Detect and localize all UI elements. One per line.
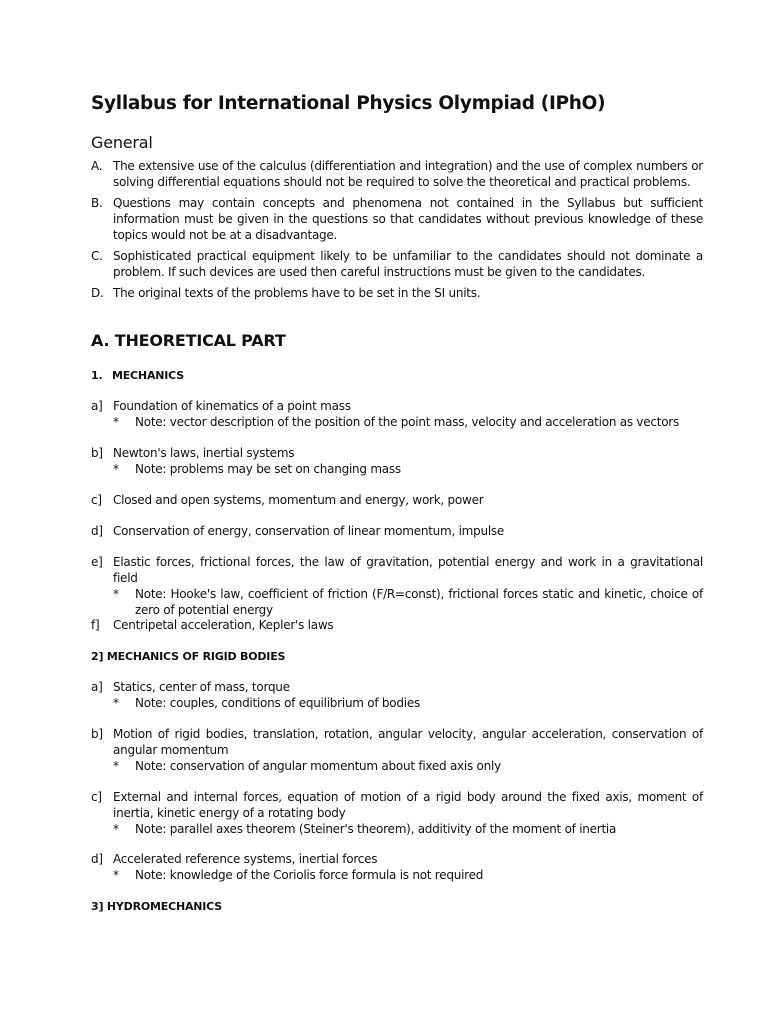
note-bullet: * <box>113 822 119 836</box>
item-text: External and internal forces, equation of motion of a rigid body around the fixed axis, moment of inertia, kinetic energy of a rotating body <box>113 790 703 820</box>
item-note <box>113 695 703 711</box>
item-marker: f] <box>91 618 100 632</box>
item-text: Closed and open systems, momentum and energy, work, power <box>113 493 484 507</box>
item-marker: e] <box>91 555 103 569</box>
item-text: Newton's laws, inertial systems <box>113 446 295 460</box>
item-marker: c] <box>91 493 102 507</box>
item-marker: a] <box>91 680 103 694</box>
item-note <box>113 586 703 618</box>
mechanics-item-e <box>91 554 703 618</box>
item-text: Accelerated reference systems, inertial forces <box>113 852 378 866</box>
rigid-item-a <box>91 679 703 711</box>
note-bullet: * <box>113 759 119 773</box>
item-marker: C. <box>91 249 103 263</box>
item-note <box>113 414 703 430</box>
rigid-item-c <box>91 789 703 837</box>
item-marker: D. <box>91 286 104 300</box>
mechanics-item-b <box>91 445 703 477</box>
note-bullet: * <box>113 868 119 882</box>
item-marker: b] <box>91 727 103 741</box>
mechanics-item-f <box>91 617 703 633</box>
mechanics-heading <box>91 369 184 382</box>
section-number: 1. <box>91 369 103 382</box>
item-note <box>113 758 703 774</box>
mechanics-item-d <box>91 523 703 539</box>
item-text: The original texts of the problems have to be set in the SI units. <box>113 286 481 300</box>
item-text: Elastic forces, frictional forces, the law of gravitation, potential energy and work in a gravitational field <box>113 555 703 585</box>
item-marker: c] <box>91 790 102 804</box>
item-marker: a] <box>91 399 103 413</box>
rigid-bodies-heading: 2] MECHANICS OF RIGID BODIES <box>91 650 286 663</box>
document-title: Syllabus for International Physics Olympiad (IPhO) <box>91 93 606 114</box>
general-item-d <box>91 285 703 301</box>
note-text: Note: knowledge of the Coriolis force formula is not required <box>135 868 484 882</box>
item-marker: d] <box>91 524 103 538</box>
item-text: Centripetal acceleration, Kepler's laws <box>113 618 334 632</box>
item-text: Statics, center of mass, torque <box>113 680 290 694</box>
mechanics-item-c <box>91 492 703 508</box>
note-bullet: * <box>113 462 119 476</box>
note-text: Note: Hooke's law, coefficient of friction (F/R=const), frictional forces static and kinetic, choice of zero of potential energy <box>135 587 703 617</box>
note-text: Note: parallel axes theorem (Steiner's theorem), additivity of the moment of inertia <box>135 822 617 836</box>
item-marker: A. <box>91 159 103 173</box>
rigid-item-b <box>91 726 703 774</box>
theoretical-part-heading: A. THEORETICAL PART <box>91 331 286 350</box>
mechanics-item-a <box>91 398 703 430</box>
note-text: Note: couples, conditions of equilibrium of bodies <box>135 696 420 710</box>
note-text: Note: problems may be set on changing mass <box>135 462 401 476</box>
note-bullet: * <box>113 415 119 429</box>
note-bullet: * <box>113 587 119 601</box>
rigid-item-d <box>91 851 703 883</box>
note-bullet: * <box>113 696 119 710</box>
item-text: Sophisticated practical equipment likely to be unfamiliar to the candidates should not dominate a problem. If such devices are used then careful instructions must be given to the candidates. <box>113 249 703 279</box>
general-item-a <box>91 158 703 190</box>
note-text: Note: conservation of angular momentum about fixed axis only <box>135 759 501 773</box>
item-text: Motion of rigid bodies, translation, rotation, angular velocity, angular acceleration, conservation of angular momentum <box>113 727 703 757</box>
item-note <box>113 821 703 837</box>
hydromechanics-heading: 3] HYDROMECHANICS <box>91 900 222 913</box>
item-marker: b] <box>91 446 103 460</box>
item-text: The extensive use of the calculus (differentiation and integration) and the use of complex numbers or solving differential equations should not be required to solve the theoretical and practical problems. <box>113 159 703 189</box>
item-text: Conservation of energy, conservation of linear momentum, impulse <box>113 524 505 538</box>
item-text: Questions may contain concepts and phenomena not contained in the Syllabus but sufficient information must be given in the questions so that candidates without previous knowledge of these topics would not be at a disadvantage. <box>113 196 703 242</box>
general-heading: General <box>91 133 153 152</box>
item-note <box>113 867 703 883</box>
item-marker: d] <box>91 852 103 866</box>
note-text: Note: vector description of the position of the point mass, velocity and acceleration as vectors <box>135 415 679 429</box>
item-note <box>113 461 703 477</box>
item-text: Foundation of kinematics of a point mass <box>113 399 351 413</box>
general-item-c <box>91 248 703 280</box>
item-marker: B. <box>91 196 103 210</box>
general-item-b <box>91 195 703 243</box>
section-title: MECHANICS <box>112 369 184 382</box>
